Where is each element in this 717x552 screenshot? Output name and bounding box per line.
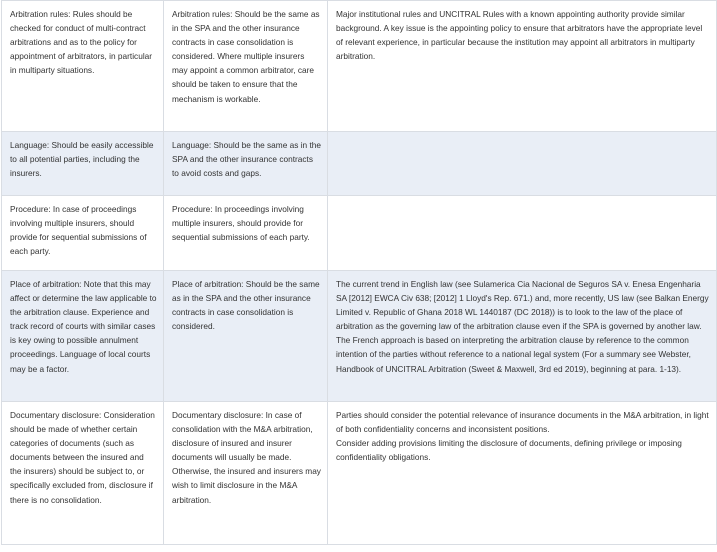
table-cell: Documentary disclosure: In case of consolidation with the M&A arbitration, disclosure of insured and insurer documents will usually be made. Otherwise, the insured and insurers may wish to limit disclosure in the M&A arbitration. [164,402,328,545]
table-row-procedure [2,196,717,271]
table-cell: Documentary disclosure: Consideration should be made of whether certain categories of documents (such as documents between the insured and the insurers) should be subject to, or specifically excluded from, disclosure if there is no consolidation. [2,402,164,545]
table-cell: Language: Should be the same as in the SPA and the other insurance contracts to avoid costs and gaps. [164,132,328,196]
table-cell: Place of arbitration: Should be the same as in the SPA and the other insurance contracts in case consolidation is considered. [164,271,328,402]
table-cell: Place of arbitration: Note that this may affect or determine the law applicable to the arbitration clause. Experience and track record of courts with similar cases is key owing to possible annulment proceedings. Language of local courts may be a factor. [2,271,164,402]
table-row-documentary-disclosure [2,402,717,545]
table-row-arbitration-rules [2,1,717,132]
table-cell: Arbitration rules: Should be the same as in the SPA and the other insurance contracts in case consolidation is considered. Where multiple insurers may appoint a common arbitrator, care should be taken to ensure that the mechanism is workable. [164,1,328,132]
table-row-language [2,132,717,196]
table-cell: Procedure: In case of proceedings involving multiple insurers, should provide for sequential submissions of each party. [2,196,164,271]
table-row-place-of-arbitration [2,271,717,402]
table-cell [328,402,717,545]
table-cell: The current trend in English law (see Sulamerica Cia Nacional de Seguros SA v. Enesa Engenharia SA [2012] EWCA Civ 638; [2012] 1 Lloyd's Rep. 671.) and, more recently, US law (see Balkan Energy Limited v. Republic of Ghana 2018 WL 1440187 (DC 2018)) is to look to the law of the place of arbitration as the governing law of the arbitration clause even if the SPA is governed by another law. The French approach is based on interpreting the arbitration clause by reference to the common intention of the parties without reference to a national legal system (For a summary see Webster, Handbook of UNCITRAL Arbitration (Sweet & Maxwell, 3rd ed 2019), beginning at para. 1-13). [328,271,717,402]
cell-paragraph: Consider adding provisions limiting the disclosure of documents, defining privilege or imposing confidentiality obligations. [336,438,682,463]
table-cell: Procedure: In proceedings involving multiple insurers, should provide for sequential submissions of each party. [164,196,328,271]
cell-paragraph: Parties should consider the potential relevance of insurance documents in the M&A arbitration, in light of both confidentiality concerns and inconsistent positions. [336,410,709,435]
table-cell [328,132,717,196]
arbitration-comparison-table [1,0,717,545]
table-cell [328,196,717,271]
table-cell: Major institutional rules and UNCITRAL Rules with a known appointing authority provide similar background. A key issue is the appointing policy to ensure that arbitrators have the appropriate level of relevant experience, in particular because the institution may appoint all arbitrators in multiparty arbitration. [328,1,717,132]
table-cell: Language: Should be easily accessible to all potential parties, including the insurers. [2,132,164,196]
table-cell: Arbitration rules: Rules should be checked for conduct of multi-contract arbitrations and as to the policy for appointment of arbitrators, in particular in multiparty situations. [2,1,164,132]
